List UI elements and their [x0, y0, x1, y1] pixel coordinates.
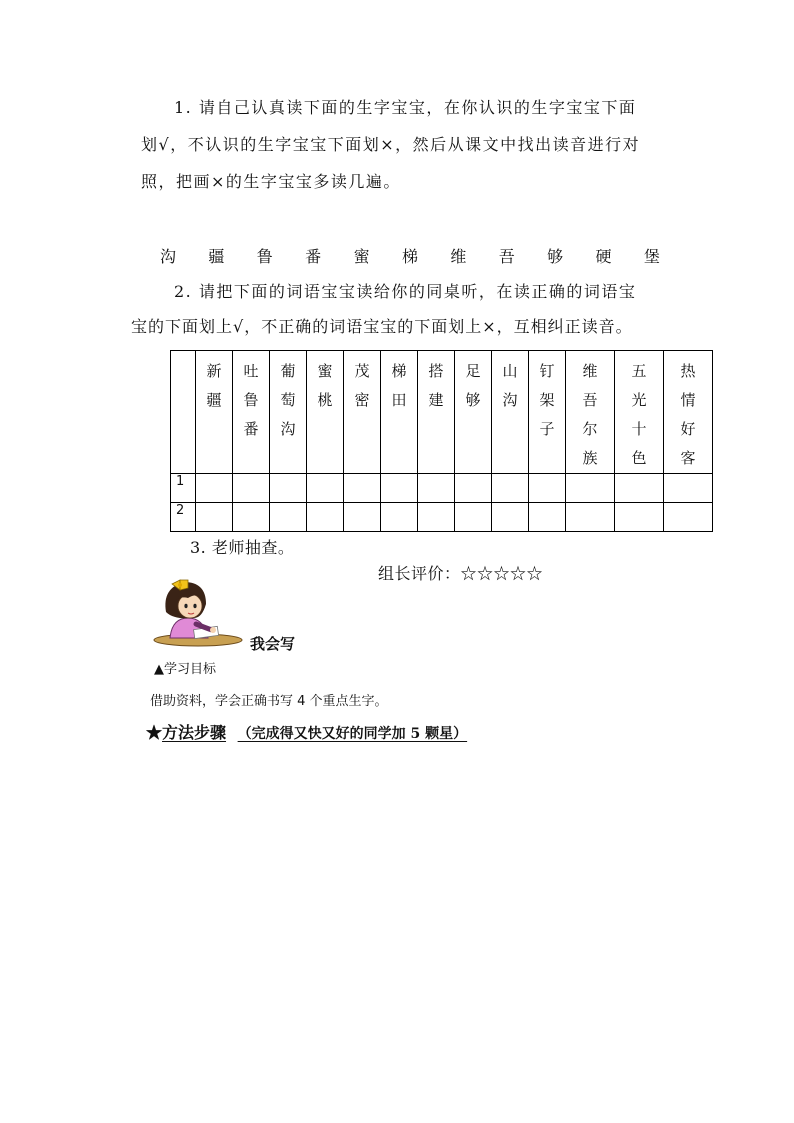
check-cell[interactable]	[270, 503, 307, 532]
character-list	[160, 244, 660, 267]
check-cell[interactable]	[615, 503, 664, 532]
word-header-row	[171, 351, 713, 474]
word-cell	[307, 351, 344, 474]
check-cell[interactable]	[566, 503, 615, 532]
check-cell[interactable]	[566, 474, 615, 503]
method-label: 方法步骤	[162, 723, 227, 742]
word-text: 蜜桃	[317, 362, 333, 409]
word-text: 葡萄沟	[280, 362, 296, 438]
word-text: 山沟	[502, 362, 518, 409]
check-cell[interactable]	[381, 503, 418, 532]
check-cell[interactable]	[529, 474, 566, 503]
check-cell[interactable]	[492, 474, 529, 503]
word-table	[170, 350, 713, 532]
word-text: 足够	[465, 362, 481, 409]
method-steps	[146, 720, 467, 743]
character-9: 硬	[595, 247, 612, 266]
check-cell[interactable]	[196, 474, 233, 503]
check-cell[interactable]	[418, 503, 455, 532]
word-text: 茂密	[354, 362, 370, 409]
check-cell[interactable]	[344, 474, 381, 503]
instruction-1-line-3: 照，把画×的生字宝宝多读几遍。	[141, 172, 401, 191]
character-7: 吾	[498, 247, 515, 266]
word-cell	[529, 351, 566, 474]
character-8: 够	[547, 247, 564, 266]
method-note: （完成得又快又好的同学加 5 颗星）	[237, 726, 468, 742]
check-cell[interactable]	[492, 503, 529, 532]
star-icon: ★	[146, 723, 163, 742]
character-6: 维	[450, 247, 467, 266]
word-cell	[664, 351, 713, 474]
instruction-1-line-1: 1. 请自己认真读下面的生字宝宝，在你认识的生字宝宝下面	[174, 98, 637, 117]
check-cell[interactable]	[307, 474, 344, 503]
check-cell[interactable]	[381, 474, 418, 503]
character-0: 沟	[160, 247, 177, 266]
character-5: 梯	[401, 247, 418, 266]
word-cell	[566, 351, 615, 474]
check-cell[interactable]	[418, 474, 455, 503]
word-text: 吐鲁番	[243, 362, 259, 438]
word-cell	[615, 351, 664, 474]
word-text: 新疆	[206, 362, 222, 409]
character-10: 堡	[643, 247, 660, 266]
write-section-title: 我会写	[250, 635, 296, 653]
word-cell	[455, 351, 492, 474]
check-cell[interactable]	[233, 503, 270, 532]
word-cell	[492, 351, 529, 474]
word-text: 维吾尔族	[582, 362, 598, 467]
check-cell[interactable]	[270, 474, 307, 503]
character-3: 番	[305, 247, 322, 266]
character-1: 疆	[208, 247, 225, 266]
check-cell[interactable]	[196, 503, 233, 532]
word-text: 搭建	[428, 362, 444, 409]
check-cell[interactable]	[455, 474, 492, 503]
character-2: 鲁	[256, 247, 273, 266]
word-cell	[344, 351, 381, 474]
goal-text: 借助资料，学会正确书写 4 个重点生字。	[150, 694, 388, 709]
word-text: 钉架子	[539, 362, 555, 438]
instruction-2-line-2: 宝的下面划上√，不正确的词语宝宝的下面划上×，互相纠正读音。	[131, 317, 633, 336]
row-number: 2	[171, 503, 196, 532]
girl-writing-illustration	[150, 574, 246, 650]
group-evaluation: 组长评价：☆☆☆☆☆	[378, 564, 544, 583]
check-row	[171, 503, 713, 532]
word-text: 梯田	[391, 362, 407, 409]
word-cell	[196, 351, 233, 474]
check-cell[interactable]	[664, 503, 713, 532]
check-cell[interactable]	[664, 474, 713, 503]
check-cell[interactable]	[529, 503, 566, 532]
check-cell[interactable]	[233, 474, 270, 503]
word-text: 五光十色	[631, 362, 647, 467]
instruction-1-line-2: 划√，不认识的生字宝宝下面划×，然后从课文中找出读音进行对	[141, 135, 641, 154]
check-cell[interactable]	[615, 474, 664, 503]
check-cell[interactable]	[307, 503, 344, 532]
character-4: 蜜	[353, 247, 370, 266]
instruction-2-line-1: 2. 请把下面的词语宝宝读给你的同桌听，在读正确的词语宝	[174, 282, 637, 301]
step-3: 3. 老师抽查。	[190, 538, 295, 557]
check-row	[171, 474, 713, 503]
goal-heading: ▲学习目标	[154, 662, 216, 677]
row-number: 1	[171, 474, 196, 503]
word-cell	[381, 351, 418, 474]
word-text: 热情好客	[680, 362, 696, 467]
word-cell	[418, 351, 455, 474]
check-cell[interactable]	[455, 503, 492, 532]
word-cell	[270, 351, 307, 474]
word-cell	[233, 351, 270, 474]
corner-cell	[171, 351, 196, 474]
check-cell[interactable]	[344, 503, 381, 532]
